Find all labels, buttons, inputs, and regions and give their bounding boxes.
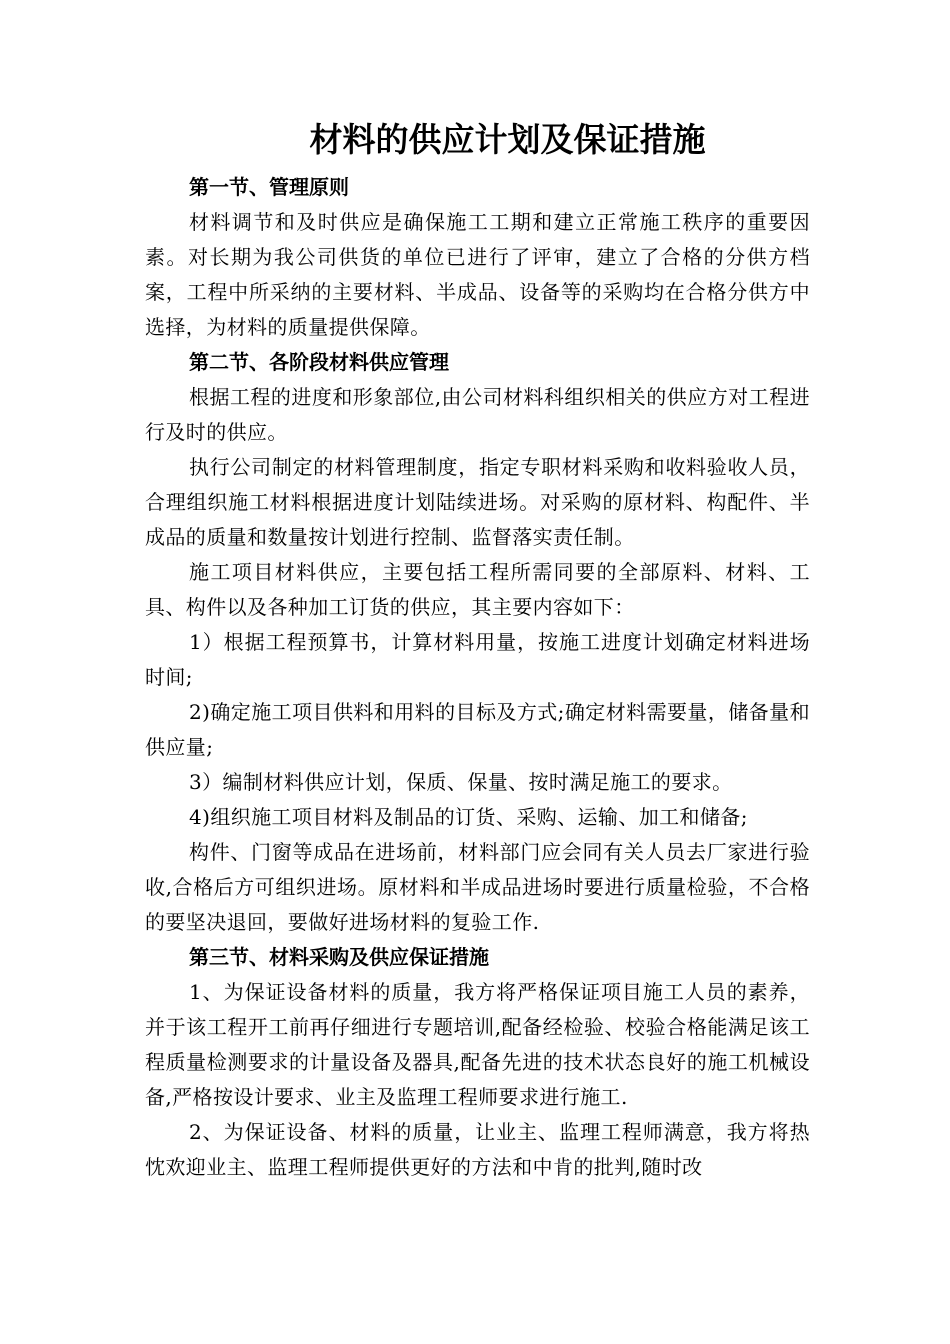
list-item: 2)确定施工项目供料和用料的目标及方式;确定材料需要量，储备量和供应量; [145, 700, 810, 759]
list-item: 4)组织施工项目材料及制品的订货、采购、运输、加工和储备; [189, 805, 748, 829]
paragraph: 构件、门窗等成品在进场前，材料部门应会同有关人员去厂家进行验收,合格后方可组织进场。原材料和半成品进场时要进行质量检验，不合格的要坚决退回，要做好进场材料的复验工作. [145, 840, 810, 934]
document-page [145, 118, 810, 1185]
section-heading-3: 第三节、材料采购及供应保证措施 [189, 945, 489, 969]
section-heading-1: 第一节、管理原则 [189, 175, 349, 199]
section-heading-2: 第二节、各阶段材料供应管理 [189, 350, 449, 374]
list-item: 3）编制材料供应计划，保质、保量、按时满足施工的要求。 [189, 770, 733, 794]
paragraph: 执行公司制定的材料管理制度，指定专职材料采购和收料验收人员，合理组织施工材料根据进度计划陆续进场。对采购的原材料、构配件、半成品的质量和数量按计划进行控制、监督落实责任制。 [145, 455, 810, 549]
list-item: 1）根据工程预算书，计算材料用量，按施工进度计划确定材料进场时间; [145, 630, 810, 689]
paragraph: 2、为保证设备、材料的质量，让业主、监理工程师满意，我方将热忱欢迎业主、监理工程师提供更好的方法和中肯的批判,随时改 [145, 1120, 810, 1179]
paragraph: 1、为保证设备材料的质量，我方将严格保证项目施工人员的素养，并于该工程开工前再仔细进行专题培训,配备经检验、校验合格能满足该工程质量检测要求的计量设备及器具,配备先进的技术状态良好的施工机械设备,严格按设计要求、业主及监理工程师要求进行施工. [145, 980, 810, 1109]
document-title: 材料的供应计划及保证措施 [309, 120, 706, 159]
paragraph: 施工项目材料供应，主要包括工程所需同要的全部原料、材料、工具、构件以及各种加工订货的供应，其主要内容如下： [145, 560, 810, 619]
paragraph: 根据工程的进度和形象部位,由公司材料科组织相关的供应方对工程进行及时的供应。 [145, 385, 810, 444]
paragraph: 材料调节和及时供应是确保施工工期和建立正常施工秩序的重要因素。对长期为我公司供货的单位已进行了评审，建立了合格的分供方档案，工程中所采纳的主要材料、半成品、设备等的采购均在合格分供方中选择，为材料的质量提供保障。 [145, 210, 810, 339]
